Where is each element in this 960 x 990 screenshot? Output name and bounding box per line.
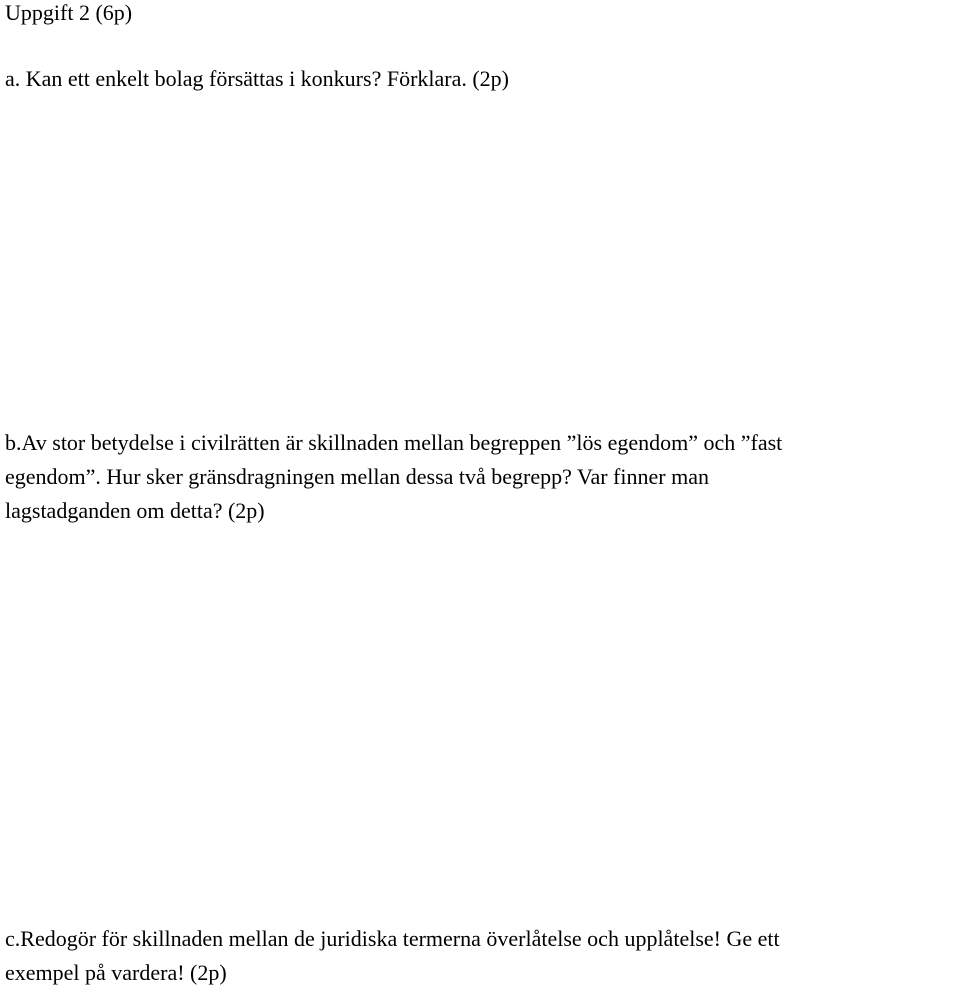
question-c [5,922,780,990]
question-b [5,426,782,528]
question-b-line: b.Av stor betydelse i civilrätten är skillnaden mellan begreppen ”lös egendom” och ”fast [5,430,783,455]
question-c-line: c.Redogör för skillnaden mellan de juridiska termerna överlåtelse och upplåtelse! Ge ett [5,926,780,951]
question-a [5,62,509,96]
question-b-line: lagstadganden om detta? (2p) [5,498,265,523]
assignment-title: Uppgift 2 (6p) [5,0,133,25]
question-b-line: egendom”. Hur sker gränsdragningen mellan dessa två begrepp? Var finner man [5,464,709,489]
question-c-line: exempel på vardera! (2p) [5,960,227,985]
question-a-line: a. Kan ett enkelt bolag försättas i konkurs? Förklara. (2p) [5,66,510,91]
